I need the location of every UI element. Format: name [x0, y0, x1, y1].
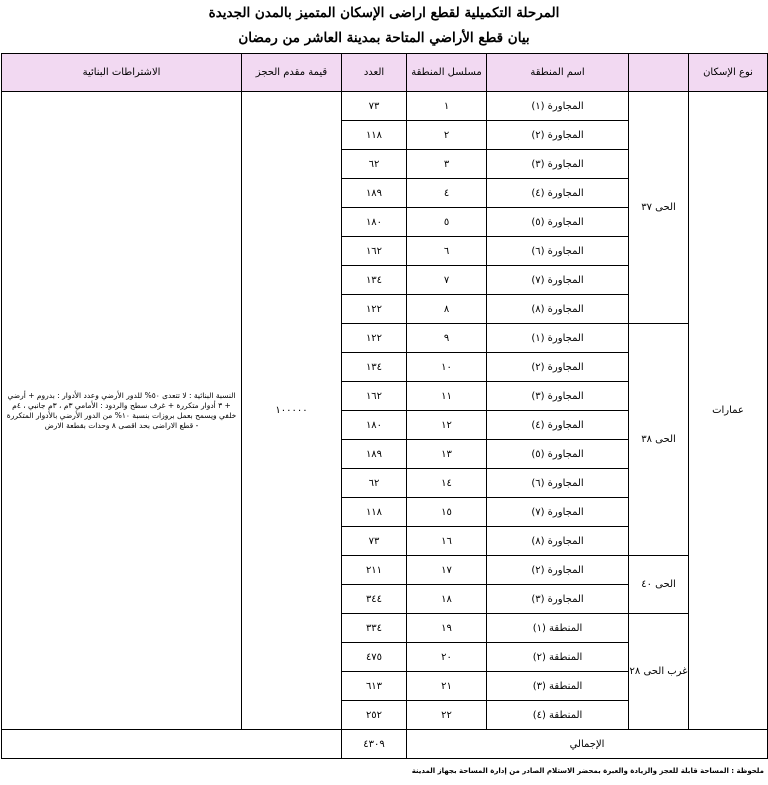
zone-name-cell: المجاورة (٢): [487, 121, 629, 150]
deposit-value: ١٠٠٠٠٠: [242, 92, 342, 730]
serial-cell: ٢٠: [407, 643, 487, 672]
serial-cell: ٨: [407, 295, 487, 324]
zone-name-cell: المجاورة (٤): [487, 411, 629, 440]
count-cell: ١٢٢: [342, 324, 407, 353]
zone-name-cell: المجاورة (٢): [487, 556, 629, 585]
serial-cell: ١٤: [407, 469, 487, 498]
header-deposit: قيمة مقدم الحجز: [242, 54, 342, 92]
serial-cell: ١٦: [407, 527, 487, 556]
serial-cell: ٢١: [407, 672, 487, 701]
serial-cell: ٥: [407, 208, 487, 237]
total-value: ٤٣٠٩: [342, 730, 407, 759]
count-cell: ١٨٩: [342, 440, 407, 469]
header-conditions: الاشتراطات البنائية: [2, 54, 242, 92]
footnote: ملحوظة : المساحة قابلة للعجز والزيادة والعبرة بمحضر الاستلام الصادر من إدارة المساحة بجهاز المدينة: [411, 767, 764, 775]
zone-name-cell: المجاورة (٦): [487, 469, 629, 498]
serial-cell: ١٥: [407, 498, 487, 527]
zone-name-cell: المجاورة (٣): [487, 382, 629, 411]
zone-name-cell: المجاورة (١): [487, 92, 629, 121]
document-title: المرحلة التكميلية لقطع اراضى الإسكان المتميز بالمدن الجديدة: [208, 5, 560, 21]
count-cell: ٦٢: [342, 150, 407, 179]
zone-name-cell: المجاورة (٥): [487, 208, 629, 237]
district-name: الحى ٣٨: [629, 324, 689, 556]
zone-name-cell: المجاورة (٨): [487, 527, 629, 556]
zone-name-cell: المجاورة (٣): [487, 585, 629, 614]
zone-name-cell: المنطقة (٢): [487, 643, 629, 672]
zone-name-cell: المجاورة (١): [487, 324, 629, 353]
serial-cell: ٢: [407, 121, 487, 150]
zone-name-cell: المجاورة (٢): [487, 353, 629, 382]
serial-cell: ١٠: [407, 353, 487, 382]
count-cell: ١٢٢: [342, 295, 407, 324]
zone-name-cell: المجاورة (٤): [487, 179, 629, 208]
count-cell: ٧٣: [342, 527, 407, 556]
count-cell: ١٣٤: [342, 266, 407, 295]
serial-cell: ١٧: [407, 556, 487, 585]
count-cell: ١٦٢: [342, 382, 407, 411]
district-name: الحى ٣٧: [629, 92, 689, 324]
serial-cell: ٩: [407, 324, 487, 353]
count-cell: ٢١١: [342, 556, 407, 585]
count-cell: ٣٣٤: [342, 614, 407, 643]
document-subtitle: بيان قطع الأراضي المتاحة بمدينة العاشر من رمضان: [238, 30, 530, 46]
count-cell: ١٨٠: [342, 208, 407, 237]
table-header-row: [2, 54, 768, 92]
zone-name-cell: المنطقة (١): [487, 614, 629, 643]
building-conditions: النسبة البنائية : لا تتعدى ٥٠% للدور الأرضي وعدد الأدوار : بدروم + أرضي + ٣ أدوار متكررة + غرف سطح والردود : الأمامي ٣م ، ٣م جانبي ، ٤م خلفي ويسمح بعمل بروزات بنسبة ١٠% من الدور الأرضي بالأدوار المتكررة - قطع الاراضى بحد اقصى ٨ وحدات بقطعة الارض: [2, 92, 242, 730]
count-cell: ١٨٩: [342, 179, 407, 208]
total-label: الإجمالي: [407, 730, 768, 759]
count-cell: ١١٨: [342, 121, 407, 150]
serial-cell: ٢٢: [407, 701, 487, 730]
zone-name-cell: المجاورة (٧): [487, 498, 629, 527]
serial-cell: ١٢: [407, 411, 487, 440]
zone-name-cell: المجاورة (٣): [487, 150, 629, 179]
header-serial: مسلسل المنطقة: [407, 54, 487, 92]
serial-cell: ١١: [407, 382, 487, 411]
count-cell: ٤٧٥: [342, 643, 407, 672]
count-cell: ٧٣: [342, 92, 407, 121]
count-cell: ٢٥٢: [342, 701, 407, 730]
count-cell: ١١٨: [342, 498, 407, 527]
count-cell: ١٦٢: [342, 237, 407, 266]
count-cell: ٣٤٤: [342, 585, 407, 614]
serial-cell: ٣: [407, 150, 487, 179]
zone-name-cell: المنطقة (٣): [487, 672, 629, 701]
zone-name-cell: المجاورة (٥): [487, 440, 629, 469]
zone-name-cell: المجاورة (٦): [487, 237, 629, 266]
total-row: [2, 730, 768, 759]
serial-cell: ٤: [407, 179, 487, 208]
housing-type-value: عمارات: [689, 92, 768, 730]
serial-cell: ١٨: [407, 585, 487, 614]
table-row: [2, 92, 768, 121]
count-cell: ٦١٣: [342, 672, 407, 701]
zone-name-cell: المجاورة (٧): [487, 266, 629, 295]
total-blank: [2, 730, 342, 759]
count-cell: ٦٢: [342, 469, 407, 498]
zone-name-cell: المنطقة (٤): [487, 701, 629, 730]
count-cell: ١٣٤: [342, 353, 407, 382]
header-zone-name: اسم المنطقة: [487, 54, 629, 92]
serial-cell: ٧: [407, 266, 487, 295]
header-count: العدد: [342, 54, 407, 92]
header-district-blank: [629, 54, 689, 92]
serial-cell: ٦: [407, 237, 487, 266]
serial-cell: ١: [407, 92, 487, 121]
count-cell: ١٨٠: [342, 411, 407, 440]
header-housing-type: نوع الإسكان: [689, 54, 768, 92]
plots-table: [1, 53, 768, 759]
district-name: الحى ٤٠: [629, 556, 689, 614]
serial-cell: ١٩: [407, 614, 487, 643]
zone-name-cell: المجاورة (٨): [487, 295, 629, 324]
district-name: غرب الحى ٢٨: [629, 614, 689, 730]
serial-cell: ١٣: [407, 440, 487, 469]
